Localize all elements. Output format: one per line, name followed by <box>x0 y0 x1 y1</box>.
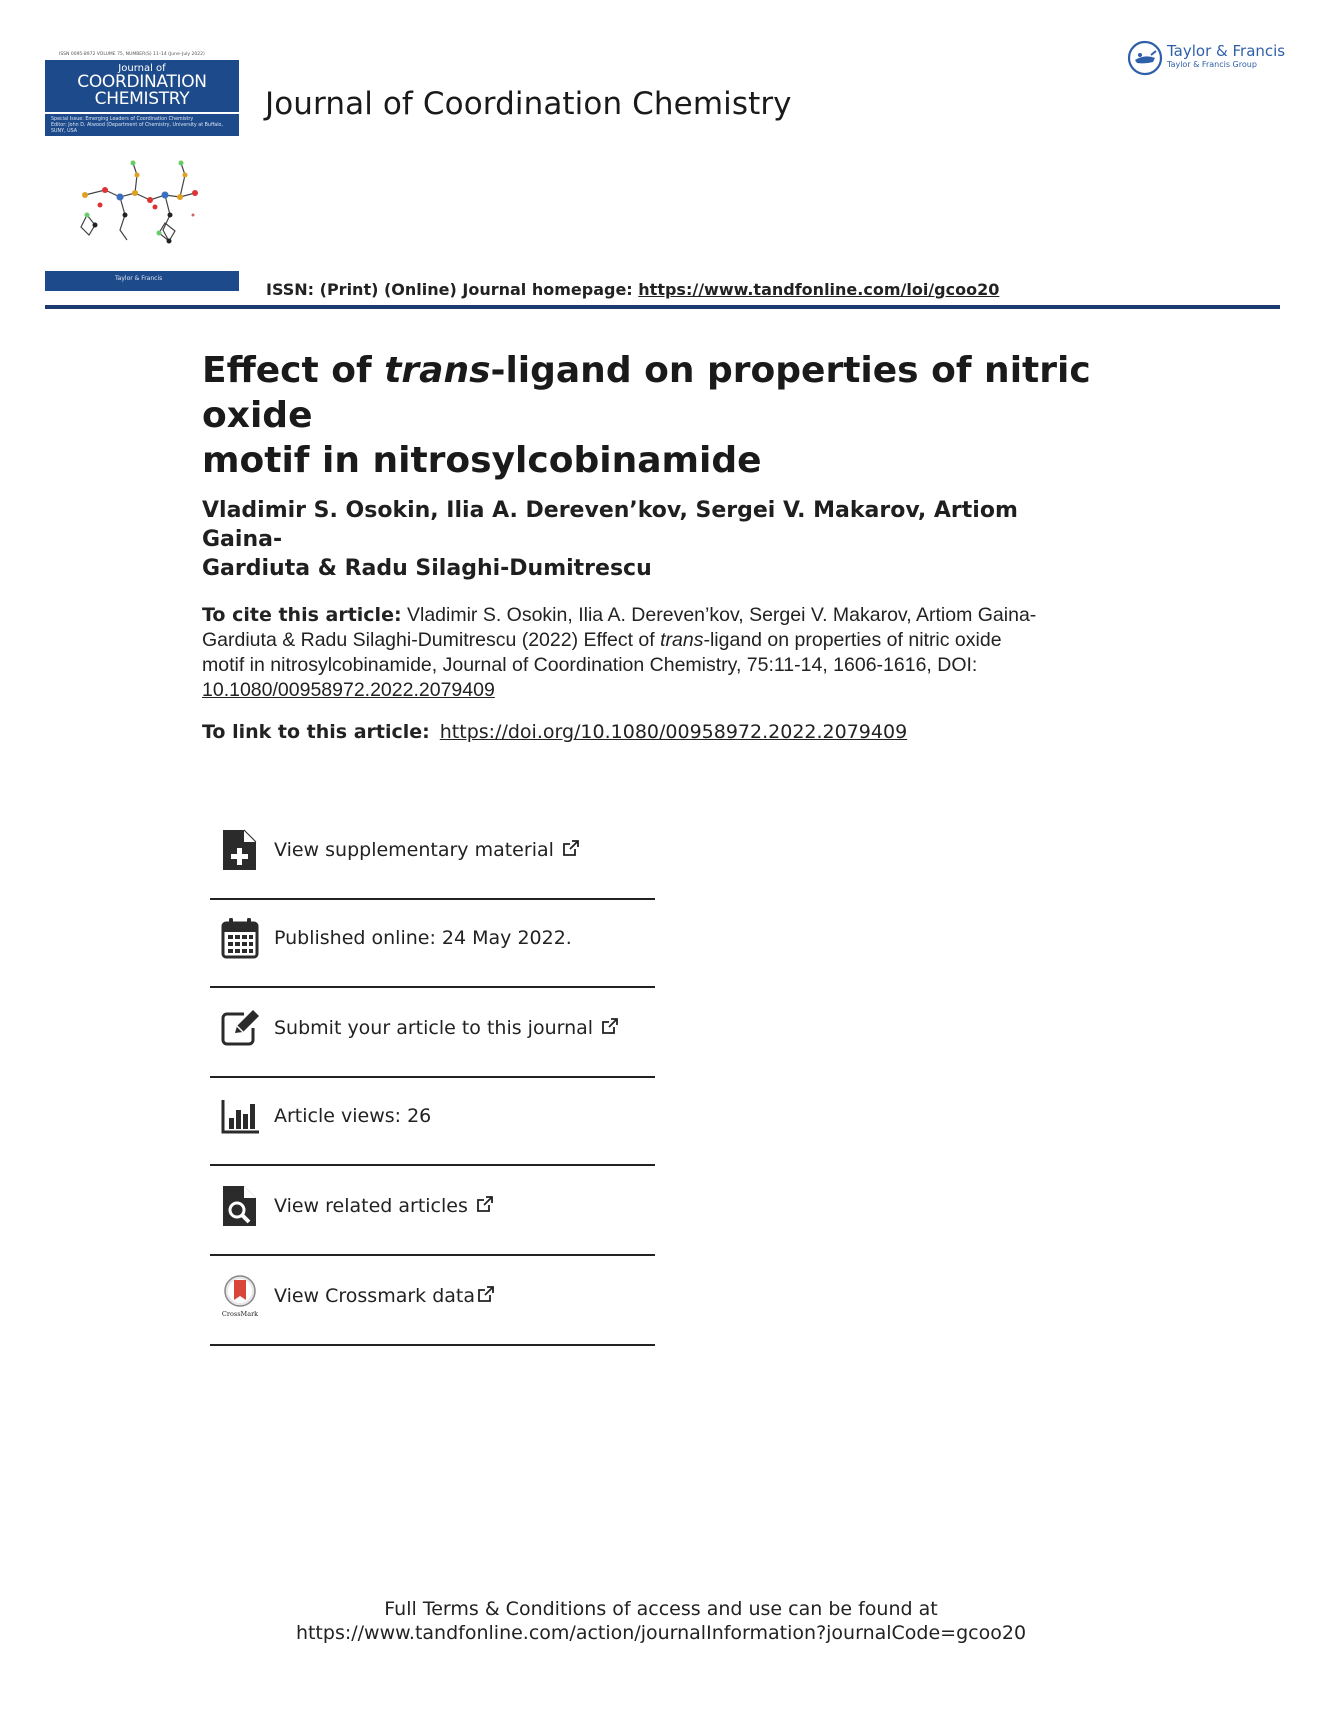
cite-label: To cite this article: <box>202 604 402 626</box>
row-divider <box>210 1344 655 1346</box>
link-label: To link to this article: <box>202 721 430 743</box>
article-title-part1: Effect of <box>202 350 385 391</box>
cover-chemistry: CHEMISTRY <box>94 89 190 109</box>
article-authors <box>202 496 1102 583</box>
article-title <box>202 348 1162 483</box>
cite-doi-link[interactable]: 10.1080/00958972.2022.2079409 <box>202 679 495 701</box>
citation-line3: motif in nitrosylcobinamide, Journal of Coordination Chemistry, 75:11-14, 1606-1616, DOI: <box>202 654 978 676</box>
journal-title[interactable]: Journal of Coordination Chemistry <box>265 86 792 122</box>
supplementary-material-label: View supplementary material <box>274 839 554 861</box>
related-articles-row[interactable] <box>210 1166 655 1256</box>
lamp-icon <box>1127 40 1163 76</box>
molecule-illustration <box>75 155 215 255</box>
citation-line1 <box>202 603 1102 628</box>
article-views-row <box>210 1076 655 1166</box>
cover-journal-of: Journal of <box>118 63 166 74</box>
journal-homepage-link[interactable]: https://www.tandfonline.com/loi/gcoo20 <box>638 280 1000 299</box>
cover-publisher-logo: Taylor & Francis <box>115 275 163 282</box>
cover-editor-line: Editor: John D. Atwood (Department of Chemistry, University at Buffalo, SUNY, USA <box>51 123 223 134</box>
header-divider <box>45 305 1280 309</box>
article-title-italic: trans <box>384 350 491 391</box>
cite-text3: -ligand on properties of nitric oxide <box>703 629 1002 651</box>
bar-chart-icon <box>220 1094 260 1138</box>
cover-special-issue-band <box>45 114 239 136</box>
crossmark-text: CrossMark <box>221 1310 259 1318</box>
cite-italic: trans <box>660 629 704 651</box>
terms-footer <box>0 1597 1322 1645</box>
published-online-label: Published online: 24 May 2022. <box>274 927 572 949</box>
submit-article-label: Submit your article to this journal <box>274 1017 594 1039</box>
published-online-row <box>210 898 655 988</box>
authors-line2: Gardiuta & Radu Silaghi-Dumitrescu <box>202 556 652 581</box>
info-label <box>274 839 580 861</box>
issn-label: ISSN: (Print) (Online) Journal homepage: <box>266 280 639 299</box>
crossmark-label: View Crossmark data <box>274 1285 476 1307</box>
crossmark-icon <box>220 1274 260 1318</box>
external-link-icon <box>476 1195 494 1213</box>
search-document-icon <box>220 1184 260 1228</box>
citation-block <box>202 603 1102 703</box>
cover-issn-line: ISSN 0095-8972 VOLUME 75, NUMBER(S) 11–14 (June–July 2022) <box>59 52 205 57</box>
authors-line1: Vladimir S. Osokin, Ilia A. Dereven’kov, Sergei V. Makarov, Artiom Gaina- <box>202 498 1018 552</box>
article-title-line1 <box>202 348 1162 438</box>
article-title-part2: -ligand on properties of nitric oxide <box>202 350 1091 436</box>
citation-line4 <box>202 678 1102 703</box>
submit-article-row[interactable] <box>210 988 655 1078</box>
article-title-line2: motif in nitrosylcobinamide <box>202 440 762 481</box>
info-label <box>274 1285 495 1307</box>
external-link-icon <box>562 839 580 857</box>
cover-special-issue: Special Issue: Emerging Leaders of Coordination Chemistry <box>51 117 194 122</box>
footer-line1: Full Terms & Conditions of access and use can be found at <box>384 1598 938 1620</box>
cover-title-band <box>45 60 239 112</box>
article-views-label: Article views: 26 <box>274 1105 432 1127</box>
cite-text1: Vladimir S. Osokin, Ilia A. Dereven’kov, Sergei V. Makarov, Artiom Gaina- <box>401 604 1037 626</box>
article-link-line <box>202 721 907 743</box>
issn-homepage-line <box>266 280 999 299</box>
cite-text2: Gardiuta & Radu Silaghi-Dumitrescu (2022) Effect of <box>202 629 661 651</box>
edit-icon <box>220 1006 260 1050</box>
footer-terms-link[interactable]: https://www.tandfonline.com/action/journalInformation?journalCode=gcoo20 <box>295 1622 1027 1644</box>
taylor-francis-logo[interactable] <box>1127 38 1287 78</box>
external-link-icon <box>477 1285 495 1303</box>
publisher-name: Taylor & Francis <box>1167 42 1286 60</box>
file-plus-icon <box>220 828 260 872</box>
related-articles-label: View related articles <box>274 1195 468 1217</box>
supplementary-material-row[interactable] <box>210 810 655 900</box>
publisher-group: Taylor & Francis Group <box>1167 60 1257 69</box>
journal-cover-image <box>45 50 239 294</box>
cover-coordination: COORDINATION <box>77 72 207 92</box>
external-link-icon <box>601 1017 619 1035</box>
info-label <box>274 1195 494 1217</box>
crossmark-row[interactable] <box>210 1256 655 1346</box>
citation-line2 <box>202 628 1102 653</box>
article-doi-link[interactable]: https://doi.org/10.1080/00958972.2022.2079409 <box>439 721 908 743</box>
info-label <box>274 1017 619 1039</box>
calendar-icon <box>220 916 260 960</box>
